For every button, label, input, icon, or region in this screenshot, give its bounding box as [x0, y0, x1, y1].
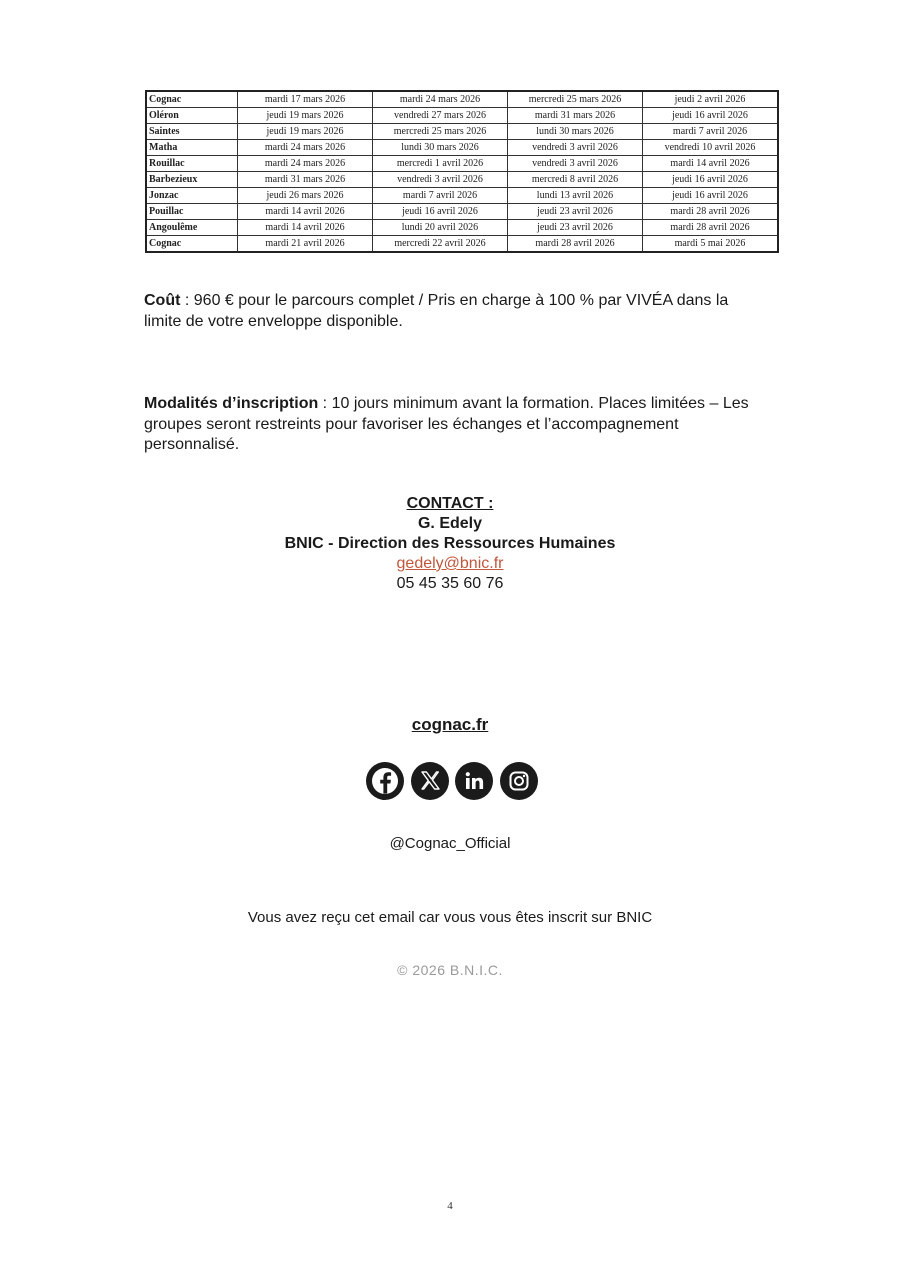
table-row: [146, 108, 778, 124]
table-row: [146, 91, 778, 108]
city-cell: Cognac: [146, 91, 238, 108]
facebook-icon[interactable]: [366, 762, 404, 800]
date-cell: mardi 31 mars 2026: [508, 108, 643, 124]
copyright: © 2026 B.N.I.C.: [397, 962, 503, 978]
date-cell: jeudi 23 avril 2026: [508, 220, 643, 236]
date-cell: mardi 7 avril 2026: [373, 188, 508, 204]
table-row: [146, 204, 778, 220]
date-cell: lundi 20 avril 2026: [373, 220, 508, 236]
social-handle: @Cognac_Official: [389, 835, 511, 852]
linkedin-icon[interactable]: [455, 762, 493, 800]
table-row: [146, 220, 778, 236]
cost-paragraph: [144, 291, 764, 332]
registration-paragraph: [144, 394, 764, 456]
table-row: [146, 124, 778, 140]
date-cell: vendredi 3 avril 2026: [508, 156, 643, 172]
table-row: [146, 236, 778, 253]
table-row: [146, 188, 778, 204]
cost-label: Coût: [144, 292, 181, 309]
date-cell: jeudi 16 avril 2026: [643, 108, 779, 124]
subscription-notice: Vous avez reçu cet email car vous vous êtes inscrit sur BNIC: [247, 909, 653, 926]
date-cell: jeudi 19 mars 2026: [238, 108, 373, 124]
training-schedule-table: [145, 90, 779, 253]
date-cell: mardi 17 mars 2026: [238, 91, 373, 108]
date-cell: jeudi 16 avril 2026: [643, 188, 779, 204]
table-row: [146, 172, 778, 188]
date-cell: mardi 24 mars 2026: [238, 140, 373, 156]
table-row: [146, 140, 778, 156]
contact-phone: 05 45 35 60 76: [396, 575, 504, 592]
date-cell: mardi 21 avril 2026: [238, 236, 373, 253]
cost-text: : 960 € pour le parcours complet / Pris en charge à 100 % par VIVÉA dans la limite de votre enveloppe disponible.: [144, 292, 729, 330]
date-cell: mardi 28 avril 2026: [643, 204, 779, 220]
instagram-icon[interactable]: [500, 762, 538, 800]
date-cell: vendredi 3 avril 2026: [508, 140, 643, 156]
date-cell: mardi 28 avril 2026: [643, 220, 779, 236]
date-cell: mardi 14 avril 2026: [238, 220, 373, 236]
date-cell: lundi 13 avril 2026: [508, 188, 643, 204]
date-cell: jeudi 19 mars 2026: [238, 124, 373, 140]
date-cell: mercredi 25 mars 2026: [508, 91, 643, 108]
date-cell: mardi 24 mars 2026: [373, 91, 508, 108]
contact-block: [0, 494, 900, 594]
contact-title: CONTACT :: [406, 495, 494, 512]
date-cell: mercredi 25 mars 2026: [373, 124, 508, 140]
city-cell: Angoulême: [146, 220, 238, 236]
date-cell: mercredi 1 avril 2026: [373, 156, 508, 172]
social-links: [366, 762, 538, 802]
x-icon[interactable]: [411, 762, 449, 800]
city-cell: Barbezieux: [146, 172, 238, 188]
date-cell: jeudi 23 avril 2026: [508, 204, 643, 220]
table-row: [146, 156, 778, 172]
date-cell: vendredi 3 avril 2026: [373, 172, 508, 188]
website-link[interactable]: cognac.fr: [411, 715, 489, 734]
registration-text: : 10 jours minimum avant la formation. Places limitées – Les groupes seront restreints pour favoriser les échanges et l’accompagnement personnalisé.: [144, 395, 749, 453]
city-cell: Cognac: [146, 236, 238, 253]
date-cell: jeudi 16 avril 2026: [643, 172, 779, 188]
date-cell: mercredi 8 avril 2026: [508, 172, 643, 188]
contact-org: BNIC - Direction des Ressources Humaines: [284, 535, 616, 552]
date-cell: mardi 14 avril 2026: [238, 204, 373, 220]
date-cell: jeudi 2 avril 2026: [643, 91, 779, 108]
date-cell: mardi 24 mars 2026: [238, 156, 373, 172]
date-cell: mardi 14 avril 2026: [643, 156, 779, 172]
city-cell: Pouillac: [146, 204, 238, 220]
date-cell: mardi 7 avril 2026: [643, 124, 779, 140]
date-cell: vendredi 27 mars 2026: [373, 108, 508, 124]
date-cell: mardi 28 avril 2026: [508, 236, 643, 253]
city-cell: Jonzac: [146, 188, 238, 204]
contact-name: G. Edely: [417, 515, 483, 532]
date-cell: jeudi 26 mars 2026: [238, 188, 373, 204]
city-cell: Rouillac: [146, 156, 238, 172]
date-cell: lundi 30 mars 2026: [373, 140, 508, 156]
date-cell: vendredi 10 avril 2026: [643, 140, 779, 156]
page-number: 4: [447, 1200, 453, 1212]
date-cell: mardi 31 mars 2026: [238, 172, 373, 188]
date-cell: mardi 5 mai 2026: [643, 236, 779, 253]
date-cell: lundi 30 mars 2026: [508, 124, 643, 140]
date-cell: mercredi 22 avril 2026: [373, 236, 508, 253]
registration-label: Modalités d’inscription: [144, 395, 319, 412]
city-cell: Matha: [146, 140, 238, 156]
city-cell: Oléron: [146, 108, 238, 124]
contact-email-link[interactable]: gedely@bnic.fr: [396, 555, 504, 572]
city-cell: Saintes: [146, 124, 238, 140]
date-cell: jeudi 16 avril 2026: [373, 204, 508, 220]
